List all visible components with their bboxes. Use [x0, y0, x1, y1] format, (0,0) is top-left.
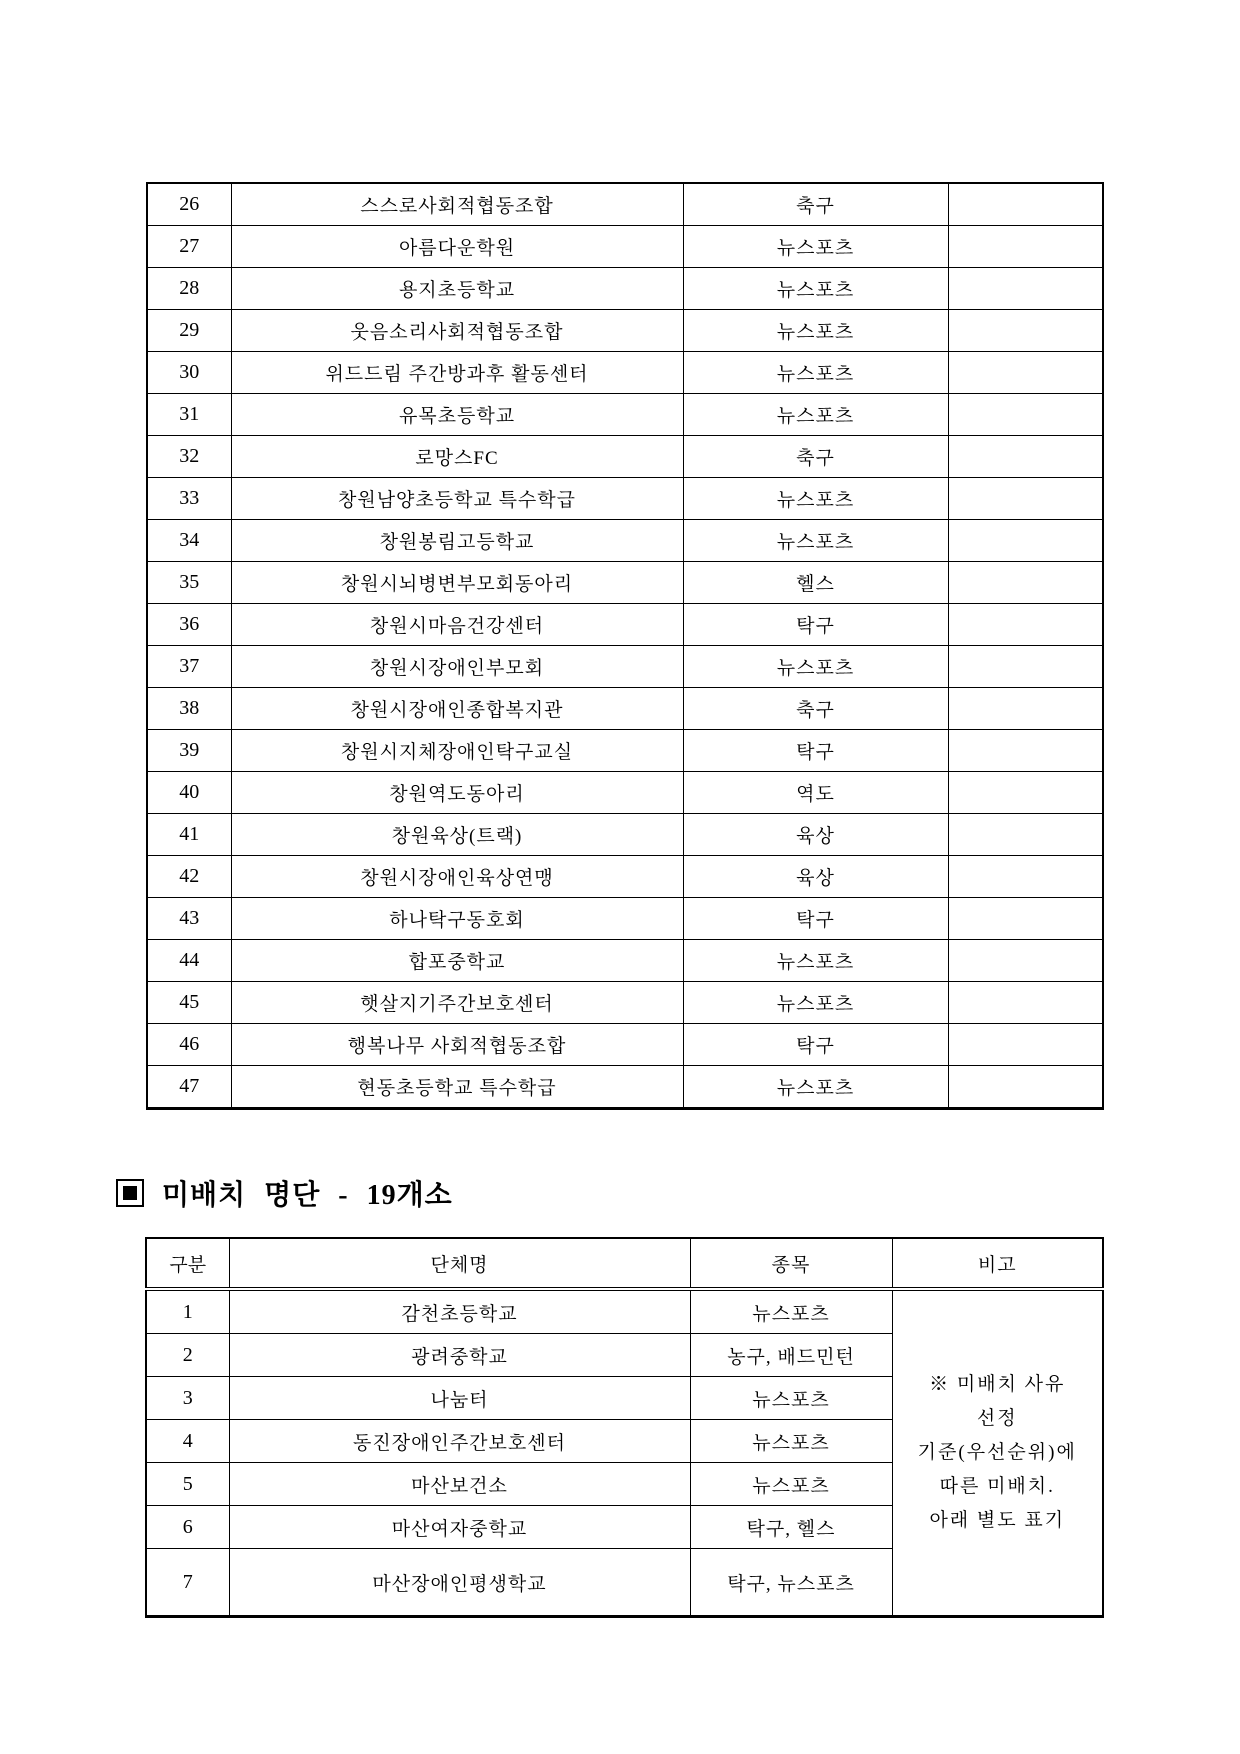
sport-cell: 뉴스포츠: [683, 982, 948, 1024]
org-name-cell: 위드드림 주간방과후 활동센터: [231, 352, 683, 394]
row-number-cell: 36: [147, 604, 231, 646]
sport-cell: 역도: [683, 772, 948, 814]
remark-cell: [948, 226, 1103, 268]
assigned-orgs-table: [146, 182, 1104, 1110]
table-row: [147, 898, 1103, 940]
unassigned-orgs-table: [145, 1237, 1104, 1618]
sport-cell: 뉴스포츠: [683, 268, 948, 310]
unassigned-reason-cell: [892, 1289, 1103, 1617]
section-bullet-inner-square: [123, 1186, 137, 1200]
org-name-cell: 행복나무 사회적협동조합: [231, 1024, 683, 1066]
row-number-cell: 29: [147, 310, 231, 352]
org-name-cell: 유목초등학교: [231, 394, 683, 436]
sport-cell: 뉴스포츠: [683, 394, 948, 436]
note-line: 아래 별도 표기: [929, 1510, 1066, 1531]
table-row: [147, 562, 1103, 604]
section-heading: [116, 1170, 453, 1216]
sport-cell: 축구: [683, 183, 948, 226]
org-name-cell: 창원시장애인부모회: [231, 646, 683, 688]
table-row: [147, 772, 1103, 814]
sport-cell: 뉴스포츠: [683, 520, 948, 562]
table-row: [147, 183, 1103, 226]
org-name-cell: 동진장애인주간보호센터: [229, 1420, 690, 1463]
row-number-cell: 35: [147, 562, 231, 604]
row-number-cell: 7: [146, 1549, 229, 1617]
sport-cell: 뉴스포츠: [683, 352, 948, 394]
table-row: [147, 940, 1103, 982]
org-name-cell: 하나탁구동호회: [231, 898, 683, 940]
col-header-sport: 종목: [690, 1238, 892, 1289]
row-number-cell: 2: [146, 1334, 229, 1377]
row-number-cell: 1: [146, 1289, 229, 1334]
sport-cell: 뉴스포츠: [690, 1463, 892, 1506]
table-row: [146, 1289, 1103, 1334]
org-name-cell: 마산보건소: [229, 1463, 690, 1506]
sport-cell: 축구: [683, 436, 948, 478]
table-row: [147, 436, 1103, 478]
org-name-cell: 마산장애인평생학교: [229, 1549, 690, 1617]
section-title: 미배치 명단 - 19개소: [162, 1180, 453, 1211]
row-number-cell: 38: [147, 688, 231, 730]
row-number-cell: 3: [146, 1377, 229, 1420]
remark-cell: [948, 520, 1103, 562]
sport-cell: 뉴스포츠: [683, 478, 948, 520]
org-name-cell: 합포중학교: [231, 940, 683, 982]
sport-cell: 탁구, 헬스: [690, 1506, 892, 1549]
row-number-cell: 27: [147, 226, 231, 268]
org-name-cell: 창원육상(트랙): [231, 814, 683, 856]
org-name-cell: 햇살지기주간보호센터: [231, 982, 683, 1024]
remark-cell: [948, 562, 1103, 604]
table-row: [147, 394, 1103, 436]
row-number-cell: 41: [147, 814, 231, 856]
org-name-cell: 스스로사회적협동조합: [231, 183, 683, 226]
sport-cell: 육상: [683, 814, 948, 856]
table-row: [147, 688, 1103, 730]
col-header-no: 구분: [146, 1238, 229, 1289]
sport-cell: 축구: [683, 688, 948, 730]
row-number-cell: 32: [147, 436, 231, 478]
org-name-cell: 광려중학교: [229, 1334, 690, 1377]
row-number-cell: 39: [147, 730, 231, 772]
note-line: 선정: [976, 1408, 1018, 1429]
table-row: [147, 856, 1103, 898]
table-row: [147, 982, 1103, 1024]
row-number-cell: 5: [146, 1463, 229, 1506]
table-row: [147, 1066, 1103, 1109]
table-row: [147, 1024, 1103, 1066]
sport-cell: 헬스: [683, 562, 948, 604]
remark-cell: [948, 730, 1103, 772]
remark-cell: [948, 688, 1103, 730]
org-name-cell: 웃음소리사회적협동조합: [231, 310, 683, 352]
row-number-cell: 4: [146, 1420, 229, 1463]
org-name-cell: 나눔터: [229, 1377, 690, 1420]
sport-cell: 탁구: [683, 730, 948, 772]
remark-cell: [948, 1024, 1103, 1066]
table-row: [147, 730, 1103, 772]
remark-cell: [948, 898, 1103, 940]
remark-cell: [948, 604, 1103, 646]
row-number-cell: 43: [147, 898, 231, 940]
row-number-cell: 30: [147, 352, 231, 394]
col-header-org: 단체명: [229, 1238, 690, 1289]
sport-cell: 뉴스포츠: [690, 1289, 892, 1334]
org-name-cell: 창원봉림고등학교: [231, 520, 683, 562]
remark-cell: [948, 940, 1103, 982]
sport-cell: 뉴스포츠: [683, 646, 948, 688]
row-number-cell: 37: [147, 646, 231, 688]
org-name-cell: 마산여자중학교: [229, 1506, 690, 1549]
remark-cell: [948, 814, 1103, 856]
table-row: [147, 520, 1103, 562]
table-row: [147, 646, 1103, 688]
section-bullet-icon: [116, 1179, 144, 1207]
table-row: [147, 814, 1103, 856]
note-line: 따른 미배치.: [939, 1476, 1055, 1497]
org-name-cell: 창원남양초등학교 특수학급: [231, 478, 683, 520]
note-line: ※ 미배치 사유: [929, 1374, 1066, 1395]
row-number-cell: 33: [147, 478, 231, 520]
org-name-cell: 용지초등학교: [231, 268, 683, 310]
note-line: 기준(우선순위)에: [917, 1442, 1077, 1463]
col-header-remark: 비고: [892, 1238, 1103, 1289]
sport-cell: 탁구: [683, 898, 948, 940]
sport-cell: 농구, 배드민턴: [690, 1334, 892, 1377]
sport-cell: 탁구: [683, 1024, 948, 1066]
org-name-cell: 아름다운학원: [231, 226, 683, 268]
remark-cell: [948, 352, 1103, 394]
org-name-cell: 창원역도동아리: [231, 772, 683, 814]
header-row: [146, 1238, 1103, 1289]
sport-cell: 탁구, 뉴스포츠: [690, 1549, 892, 1617]
row-number-cell: 26: [147, 183, 231, 226]
row-number-cell: 45: [147, 982, 231, 1024]
sport-cell: 뉴스포츠: [683, 1066, 948, 1109]
sport-cell: 뉴스포츠: [683, 226, 948, 268]
org-name-cell: 창원시장애인육상연맹: [231, 856, 683, 898]
remark-cell: [948, 856, 1103, 898]
org-name-cell: 창원시마음건강센터: [231, 604, 683, 646]
remark-cell: [948, 772, 1103, 814]
table-row: [147, 226, 1103, 268]
org-name-cell: 창원시장애인종합복지관: [231, 688, 683, 730]
remark-cell: [948, 1066, 1103, 1109]
remark-cell: [948, 436, 1103, 478]
row-number-cell: 47: [147, 1066, 231, 1109]
remark-cell: [948, 310, 1103, 352]
sport-cell: 탁구: [683, 604, 948, 646]
row-number-cell: 28: [147, 268, 231, 310]
org-name-cell: 감천초등학교: [229, 1289, 690, 1334]
table-row: [147, 352, 1103, 394]
sport-cell: 뉴스포츠: [683, 310, 948, 352]
table-row: [147, 310, 1103, 352]
row-number-cell: 46: [147, 1024, 231, 1066]
remark-cell: [948, 646, 1103, 688]
row-number-cell: 40: [147, 772, 231, 814]
sport-cell: 육상: [683, 856, 948, 898]
sport-cell: 뉴스포츠: [690, 1420, 892, 1463]
row-number-cell: 6: [146, 1506, 229, 1549]
org-name-cell: 현동초등학교 특수학급: [231, 1066, 683, 1109]
sport-cell: 뉴스포츠: [690, 1377, 892, 1420]
row-number-cell: 34: [147, 520, 231, 562]
remark-cell: [948, 183, 1103, 226]
row-number-cell: 44: [147, 940, 231, 982]
table-row: [147, 268, 1103, 310]
remark-cell: [948, 478, 1103, 520]
row-number-cell: 42: [147, 856, 231, 898]
table-row: [147, 604, 1103, 646]
row-number-cell: 31: [147, 394, 231, 436]
remark-cell: [948, 268, 1103, 310]
org-name-cell: 창원시뇌병변부모회동아리: [231, 562, 683, 604]
org-name-cell: 로망스FC: [231, 436, 683, 478]
sport-cell: 뉴스포츠: [683, 940, 948, 982]
table-row: [147, 478, 1103, 520]
org-name-cell: 창원시지체장애인탁구교실: [231, 730, 683, 772]
remark-cell: [948, 394, 1103, 436]
remark-cell: [948, 982, 1103, 1024]
